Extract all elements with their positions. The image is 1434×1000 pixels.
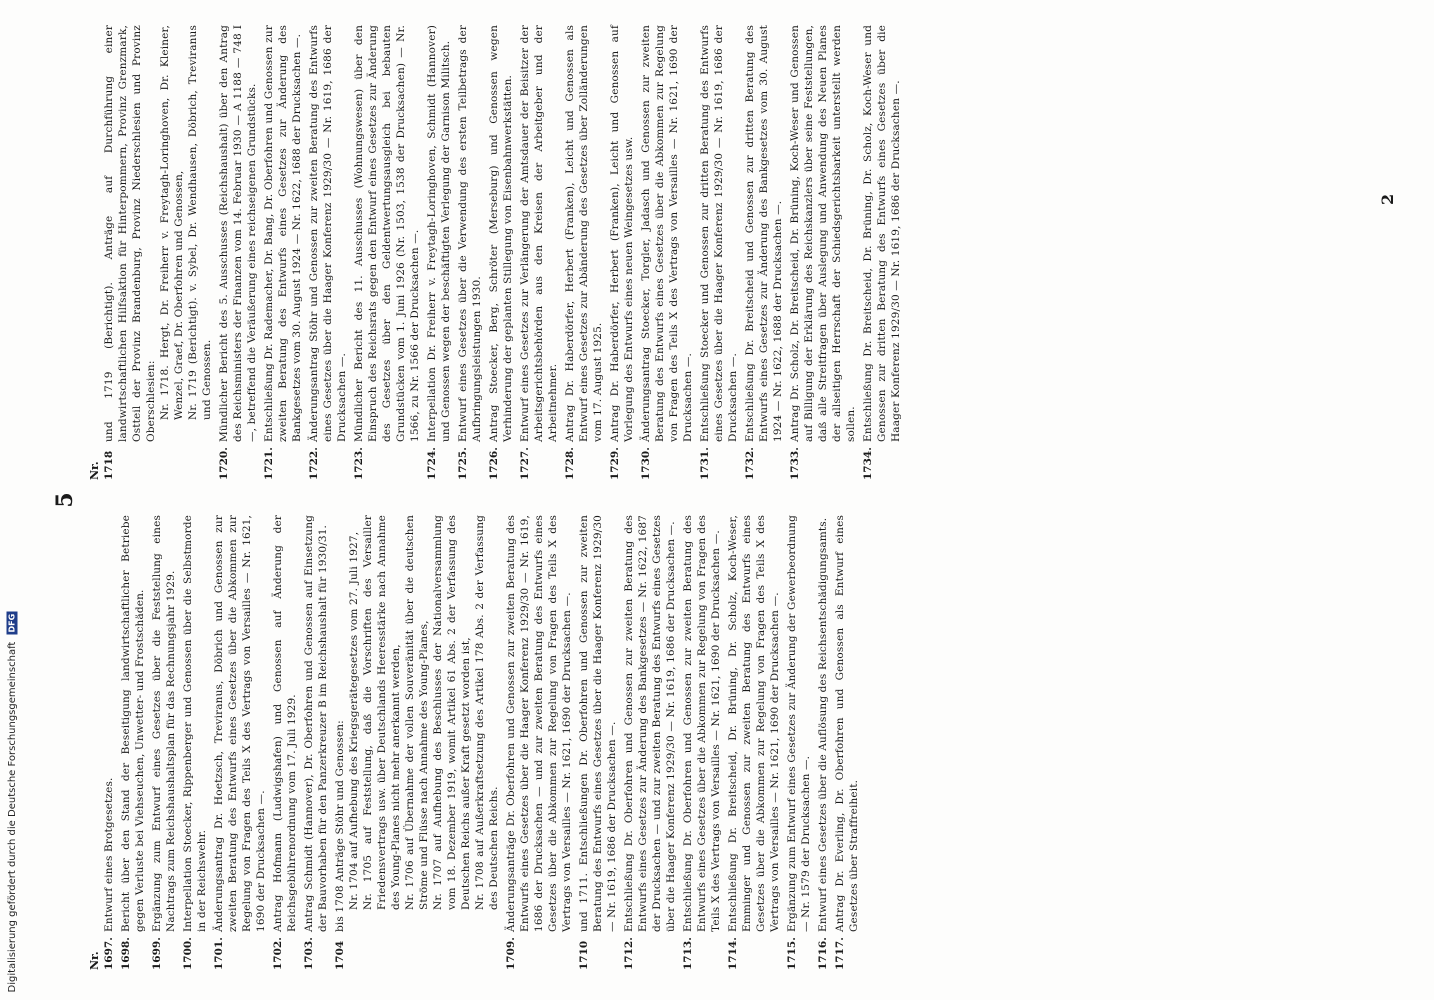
entry-title: und 1711. Entschließungen Dr. Oberfohren und Genossen zur zweiten Beratung des Entwurfs eines Gesetzes über die Haager Konferenz 1929/30 — Nr. 1619, 1686 der Drucksachen —. <box>578 515 618 932</box>
entry-title: Änderungsanträge Dr. Oberfohren und Genossen zur zweiten Beratung des Entwurfs eines Gesetzes über die Haager Konferenz 1929/30 — Nr. 1619, 1686 der Drucksachen — und zur zweiten Beratung des Entwurfs eines Gesetzes über die Abkommen zur Regelung von Fragen des Teils X des Vertrags von Versailles — Nr. 1621, 1690 der Drucksachen —. <box>505 515 573 932</box>
entry-title: Antrag Dr. Scholz, Dr. Breitscheid, Dr. Brüning, Koch-Weser und Genossen auf Billigung der Erklärung des Reichskanzlers über seine Feststellungen, daß alle Streitfragen über Auslegung und Anwendung des Neuen Planes der allseitigen Herrschaft der Schiedsgerichtsbarkeit unterstellt werden sollen. <box>789 25 857 442</box>
entry-title: Entwurf eines Brotgesetzes. <box>103 777 115 932</box>
entry-text <box>119 515 147 932</box>
entry-title: Entwurf eines Gesetzes über die Verwendung des ersten Teilbetrags der Aufbringungsleistungen 1930. <box>457 25 483 442</box>
document-entry <box>487 25 515 480</box>
entry-text <box>217 25 259 442</box>
entry-text <box>504 515 574 932</box>
entry-number: 1703. <box>303 937 315 970</box>
entry-title: Mündlicher Bericht des 11. Ausschusses (Wohnungswesen) über den Einspruch des Reichsrats gegen den Entwurf eines Gesetzes zur Änderung des Gesetzes über den Geldentwertungsausgleich bei bebauten Grundstücken vom 1. Juni 1926 (Nr. 1503, 1538 der Drucksachen) — Nr. 1566, zu Nr. 1566 der Drucksachen —. <box>353 25 421 442</box>
entry-number: 1733. <box>789 447 801 480</box>
entry-number: 1732. <box>744 447 756 480</box>
document-entry <box>681 515 723 970</box>
document-entry <box>563 25 605 480</box>
entry-number: 1734. <box>862 447 874 480</box>
entry-number: 1722. <box>308 447 320 480</box>
entry-text <box>861 25 903 442</box>
entry-text <box>262 25 304 442</box>
document-entry <box>608 25 636 480</box>
entry-title: Entschließung Dr. Oberfohren und Genossen zur zweiten Beratung des Entwurfs eines Gesetzes zur Änderung des Bankgesetzes — Nr. 1622, 1687 der Drucksachen — und zur zweiten Beratung des Entwurfs eines Gesetzes über die Haager Konferenz 1929/30 — Nr. 1619, 1686 der Drucksachen —. <box>623 515 677 932</box>
entry-title: Entwurf eines Gesetzes über die Auflösung des Reichsentschädigungsamts. <box>817 517 829 932</box>
entry-title: Entschließung Stoecker und Genossen zur dritten Beratung des Entwurfs eines Gesetzes über die Haager Konferenz 1929/30 — Nr. 1619, 1686 der Drucksachen —. <box>699 25 739 442</box>
entry-title: Änderungsantrag Stöhr und Genossen zur zweiten Beratung des Entwurfs eines Gesetzes über die Haager Konferenz 1929/30 — Nr. 1619, 1686 der Drucksachen —. <box>308 25 348 442</box>
entry-title: Antrag Hofmann (Ludwigshafen) und Genossen auf Änderung der Reichsgebührenordnung vom 17. Juli 1929. <box>272 515 298 932</box>
entry-number: 1731. <box>699 447 711 480</box>
entry-text <box>456 25 484 442</box>
document-entry <box>816 515 830 970</box>
document-entry <box>622 515 678 970</box>
entry-title: Antrag Dr. Everling, Dr. Oberfohren und Genossen als Entwurf eines Gesetzes über Straffreiheit. <box>834 515 860 932</box>
entry-number: 1716. <box>817 937 829 970</box>
entry-text <box>487 25 515 442</box>
entry-title: Ergänzung zum Entwurf eines Gesetzes zur Änderung der Gewerbeordnung — Nr. 1579 der Drucksachen —. <box>786 515 812 932</box>
entry-text <box>181 515 209 932</box>
entry-subitem: Nr. 1708 auf Außerkraftsetzung des Artikel 178 Abs. 2 der Verfassung des Deutschen Reichs. <box>474 515 500 910</box>
entry-number: 1698. <box>120 937 132 970</box>
entry-text <box>518 25 560 442</box>
entry-text <box>102 25 214 442</box>
entry-title: Bericht über den Stand der Beseitigung landwirtschaftlicher Betriebe gegen Verluste bei Viehseuchen, Unwetter- und Frostschäden. <box>120 515 146 932</box>
entry-number: 1715. <box>786 937 798 970</box>
entry-number: 1727. <box>519 447 531 480</box>
document-entry <box>698 25 740 480</box>
entry-number: 1726. <box>488 447 500 480</box>
entry-number: 1720. <box>218 447 230 480</box>
entry-title: Antrag Dr. Haberdörfer, Herbert (Franken), Leicht und Genossen als Entwurf eines Gesetzes zur Abänderung des Gesetzes über Zolländerungen vom 17. August 1925. <box>564 25 604 442</box>
entry-text <box>333 515 501 932</box>
entry-title: Entschließung Dr. Oberfohren und Genossen zur zweiten Beratung des Entwurfs eines Gesetzes über die Abkommen zur Regelung von Fragen des Teils X des Vertrags von Versailles — Nr. 1621, 1690 der Drucksachen —. <box>682 515 722 932</box>
document-entry <box>212 515 268 970</box>
document-entry <box>262 25 304 480</box>
document-entry <box>302 515 330 970</box>
entry-subitem: Nr. 1719 (Berichtigt). v. Sybel, Dr. Wendhausen, Döbrich, Treviranus und Genossen. <box>187 25 213 420</box>
footer-text: Digitalisierung gefördert durch die Deutsche Forschungsgemeinschaft <box>7 641 18 992</box>
entry-number: 1714. <box>727 937 739 970</box>
page-number: 5 <box>52 492 78 508</box>
entry-title: und 1719 (Berichtigt). Anträge auf Durchführung einer landwirtschaftlichen Hilfsaktion für Hinterpommern, Provinz Grenzmark, Ostteil der Provinz Brandenburg, Provinz Niederschlesien und Provinz Oberschlesien: <box>103 25 157 442</box>
document-entry <box>217 25 259 480</box>
document-entry <box>150 515 178 970</box>
document-entry <box>726 515 782 970</box>
entry-number: 1712. <box>623 937 635 970</box>
entry-text <box>698 25 740 442</box>
entry-text <box>726 515 782 932</box>
entry-text <box>788 25 858 442</box>
entry-number: 1723. <box>353 447 365 480</box>
entry-text <box>425 25 453 442</box>
entry-number: 1721. <box>263 447 275 480</box>
document-entry <box>785 515 813 970</box>
entry-text <box>816 515 830 932</box>
entry-text <box>150 515 178 932</box>
document-entry <box>352 25 422 480</box>
entry-number: 1699. <box>151 937 163 970</box>
entry-title: Interpellation Dr. Freiherr v. Freytagh-Loringhoven, Schmidt (Hannover) und Genossen wegen der beschäftigten Verlegung der Garnison Militsch. <box>426 25 452 442</box>
entry-title: Mündlicher Bericht des 5. Ausschusses (Reichshaushalt) über den Antrag des Reichsministers der Finanzen vom 14. Februar 1930 — A 1188 — 748 I —, betreffend die Veräußerung eines reichseigenen Grundstücks. <box>218 25 258 442</box>
entry-title: bis 1708 Anträge Stöhr und Genossen: <box>334 720 346 932</box>
entry-subitem: Nr. 1718. Hergt, Dr. Freiherr v. Freytagh-Loringhoven, Dr. Kleiner, Wenzel, Graef, Dr. Oberfohren und Genossen, <box>159 25 185 420</box>
entry-title: Interpellation Stoecker, Rippenberger und Genossen über die Selbstmorde in der Reichswehr. <box>182 515 208 932</box>
entry-text <box>833 515 861 932</box>
entry-subitem: Nr. 1706 auf Übernahme der vollen Souveränität über die deutschen Ströme und Flüsse nach Annahme des Young-Planes, <box>404 515 430 910</box>
document-entry <box>119 515 147 970</box>
entry-title: Antrag Schmidt (Hannover), Dr. Oberfohren und Genossen auf Einsetzung der Bauvorhaben für den Panzerkreuzer B im Reichshaushalt für 1930/31. <box>303 515 329 932</box>
document-entry <box>425 25 453 480</box>
entry-text <box>577 515 619 932</box>
entry-title: Entwurf eines Gesetzes zur Verlängerung der Amtsdauer der Beisitzer der Arbeitsgerichtsbehörden aus den Kreisen der Arbeitgeber und der Arbeitnehmer. <box>519 25 559 442</box>
entry-number: 1717. <box>834 937 846 970</box>
entry-text <box>622 515 678 932</box>
sheet-signature: 2 <box>1378 193 1397 205</box>
left-column-header: Nr. <box>88 951 101 970</box>
entry-title: Antrag Stoecker, Berg, Schröter (Merseburg) und Genossen wegen Verhinderung der geplanten Stillegung von Eisenbahnwerkstätten. <box>488 25 514 442</box>
entry-text <box>563 25 605 442</box>
entry-title: Änderungsantrag Dr. Hoetzsch, Treviranus, Döbrich und Genossen zur zweiten Beratung des Entwurfs eines Gesetzes über die Abkommen zur Regelung von Fragen des Teils X des Vertrags von Versailles — Nr. 1621, 1690 der Drucksachen —. <box>213 515 267 932</box>
entry-number: 1728. <box>564 447 576 480</box>
entry-subitem: Nr. 1705 auf Feststellung, daß die Vorschriften des Versailler Friedensvertrags usw. über Deutschlands Heeresstärke nach Annahme des Young-Planes nicht mehr anerkannt werden, <box>362 515 402 910</box>
document-entry <box>102 25 214 480</box>
entry-text <box>271 515 299 932</box>
entry-number: 1710 <box>578 940 590 970</box>
entry-title: Entschließung Dr. Breitscheid und Genossen zur dritten Beratung des Entwurfs eines Gesetzes zur Änderung des Bankgesetzes vom 30. August 1924 — Nr. 1622, 1688 der Drucksachen —. <box>744 25 784 442</box>
entry-text <box>608 25 636 442</box>
entry-number: 1729. <box>609 447 621 480</box>
document-entry <box>861 25 903 480</box>
document-entry <box>788 25 858 480</box>
entry-number: 1718 <box>103 450 115 480</box>
entry-number: 1704 <box>334 940 346 970</box>
entry-title: Entschließung Dr. Breitscheid, Dr. Brüning, Dr. Scholz, Koch-Weser, Emminger und Genossen zur zweiten Beratung des Entwurfs eines Gesetzes über die Abkommen zur Regelung von Fragen des Teils X des Vertrags von Versailles — Nr. 1621, 1690 der Drucksachen —. <box>727 515 781 932</box>
entry-text <box>743 25 785 442</box>
entry-number: 1702. <box>272 937 284 970</box>
entry-text <box>302 515 330 932</box>
entry-title: Antrag Dr. Haberdörfer, Herbert (Franken), Leicht und Genossen auf Vorlegung des Entwurfs eines neuen Weingesetzes usw. <box>609 25 635 442</box>
digitization-footer <box>2 120 22 992</box>
entry-number: 1701. <box>213 937 225 970</box>
entry-number: 1730. <box>640 447 652 480</box>
document-entry <box>333 515 501 970</box>
entry-number: 1725. <box>457 447 469 480</box>
dfg-logo: DFG <box>7 613 17 632</box>
entry-text <box>352 25 422 442</box>
entry-text <box>212 515 268 932</box>
entry-number: 1697. <box>103 937 115 970</box>
right-column <box>88 25 906 480</box>
entry-title: Entschließung Dr. Rademacher, Dr. Bang, Dr. Oberfohren und Genossen zur zweiten Beratung des Entwurfs eines Gesetzes zur Änderung des Bankgesetzes vom 30. August 1924 — Nr. 1622, 1688 der Drucksachen —. <box>263 25 303 442</box>
entry-number: 1700. <box>182 937 194 970</box>
entry-title: Entschließung Dr. Breitscheid, Dr. Brüning, Dr. Scholz, Koch-Weser und Genossen zur dritten Beratung des Entwurfs eines Gesetzes über die Haager Konferenz 1929/30 — Nr. 1619, 1686 der Drucksachen —. <box>862 25 902 442</box>
document-entry <box>639 25 695 480</box>
document-entry <box>271 515 299 970</box>
entry-number: 1724. <box>426 447 438 480</box>
document-entry <box>456 25 484 480</box>
entry-text <box>785 515 813 932</box>
document-entry <box>743 25 785 480</box>
document-entry <box>181 515 209 970</box>
entry-text <box>639 25 695 442</box>
left-entry-list <box>102 515 861 970</box>
entry-title: Änderungsantrag Stoecker, Torgler, Jadasch und Genossen zur zweiten Beratung des Entwurfs eines Gesetzes über die Abkommen zur Regelung von Fragen des Teils X des Vertrags von Versailles — Nr. 1621, 1690 der Drucksachen —. <box>640 25 694 442</box>
document-entry <box>102 515 116 970</box>
right-entry-list <box>102 25 903 480</box>
entry-text <box>681 515 723 932</box>
document-entry <box>307 25 349 480</box>
entry-subitem: Nr. 1704 auf Aufhebung des Kriegsgerätegesetzes vom 27. Juli 1927, <box>348 531 360 910</box>
entry-number: 1713. <box>682 937 694 970</box>
entry-subitem: Nr. 1707 auf Aufhebung des Beschlusses der Nationalversammlung vom 18. Dezember 1919, womit Artikel 61 Abs. 2 der Verfassung des Deutschen Reichs außer Kraft gesetzt worden ist, <box>432 515 472 910</box>
document-entry <box>504 515 574 970</box>
entry-number: 1709. <box>505 937 517 970</box>
right-column-header: Nr. <box>88 461 101 480</box>
entry-title: Ergänzung zum Entwurf eines Gesetzes über die Feststellung eines Nachtrags zum Reichshaushaltsplan für das Rechnungsjahr 1929. <box>151 515 177 932</box>
document-entry <box>518 25 560 480</box>
entry-text <box>307 25 349 442</box>
document-entry <box>833 515 861 970</box>
left-column <box>88 515 864 970</box>
entry-text <box>102 515 116 932</box>
document-entry <box>577 515 619 970</box>
